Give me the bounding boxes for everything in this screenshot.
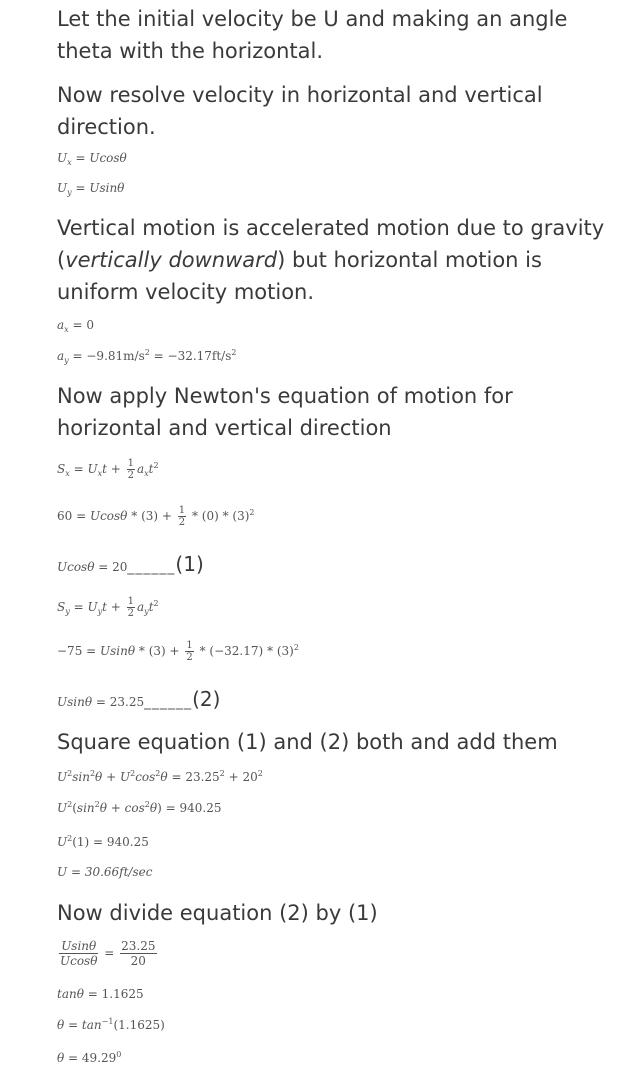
frac-den: 20 [120, 953, 156, 968]
eq-token: θ [160, 770, 168, 784]
eq-token: Ucosθ [57, 560, 95, 574]
eq-token: 49.29 [81, 1051, 117, 1065]
eq-token: a [57, 349, 65, 363]
eq-token: = [71, 151, 90, 165]
eq-token: −9.81m/s [86, 349, 145, 363]
eq-token: tan [57, 987, 77, 1001]
eq-token: a [136, 462, 145, 476]
eq-token: −75 [57, 644, 83, 658]
equation-square-3 [57, 834, 149, 849]
fraction-half [178, 505, 186, 528]
eq-token: = [71, 181, 90, 195]
frac-den: 2 [186, 652, 193, 663]
equation-divide-1 [57, 939, 159, 968]
eq-token: = [100, 946, 119, 960]
eq-token: + [102, 770, 120, 784]
equation-ux [57, 151, 127, 167]
equation-uy [57, 181, 124, 197]
eq-sup: 2 [130, 769, 136, 778]
eq-sup: 2 [144, 348, 150, 357]
eq-token: * [188, 509, 202, 523]
eq-token: θ [149, 801, 158, 815]
paragraph-emphasis: vertically downward [65, 248, 278, 272]
eq-token: U [57, 770, 68, 784]
eq-token: + [106, 462, 125, 476]
eq-dash: ______ [127, 559, 176, 575]
eq-token: U [87, 600, 98, 614]
fraction-numeric [120, 939, 156, 968]
eq-token: = [68, 349, 87, 363]
eq-token: = [64, 1018, 82, 1032]
eq-token: = −32.17ft/s [149, 349, 232, 363]
eq-token: + [106, 801, 125, 815]
eq-sup: 2 [89, 769, 96, 778]
eq-token: 30.66ft/sec [84, 865, 153, 879]
eq-token: + [224, 770, 243, 784]
eq-sup: 0 [116, 1050, 122, 1059]
eq-sup: 2 [67, 769, 73, 778]
equation-sy-numeric [57, 640, 299, 663]
eq-sup: 2 [219, 769, 225, 778]
eq-sup: 2 [144, 800, 150, 809]
eq-token: θ [95, 770, 103, 784]
eq-token: Ucosθ [89, 151, 127, 165]
eq-token: = [82, 644, 101, 658]
eq-token: cos [124, 801, 145, 815]
equation-ax [57, 318, 94, 334]
eq-token: U [57, 181, 68, 195]
eq-token: = [161, 801, 180, 815]
equation-sx-numeric [57, 505, 255, 528]
eq-token: + [106, 600, 125, 614]
equation-tag-2: (2) [192, 687, 221, 711]
eq-sub: x [97, 469, 103, 478]
eq-token: 60 [57, 509, 73, 523]
eq-sup: 2 [94, 800, 100, 809]
eq-token: Usinθ [57, 695, 93, 709]
eq-token: U [57, 801, 68, 815]
eq-sup: 2 [155, 769, 161, 778]
frac-num: 23.25 [121, 939, 156, 953]
eq-sub: y [65, 607, 70, 616]
eq-token: θ [57, 1051, 65, 1065]
frac-num: Usinθ [61, 939, 97, 953]
eq-sup: 2 [67, 800, 73, 809]
frac-den: 2 [178, 517, 186, 528]
eq-token: sin [76, 801, 95, 815]
eq-token: 23.25 [109, 695, 145, 709]
eq-sub: y [64, 356, 69, 365]
paragraph-vertical-motion [57, 212, 617, 308]
eq-token: (3) [141, 509, 159, 523]
eq-token: * [127, 509, 142, 523]
eq-token: Usinθ [100, 644, 136, 658]
eq-token: + [165, 644, 184, 658]
eq-token: t [148, 462, 154, 476]
eq-token: * [195, 644, 210, 658]
eq-token: t [102, 600, 107, 614]
eq-sub: y [97, 607, 103, 616]
equation-1 [57, 552, 204, 576]
eq-token: = [68, 318, 87, 332]
paragraph-divide: Now divide equation (2) by (1) [57, 901, 378, 925]
equation-divide-2 [57, 987, 144, 1001]
eq-token: θ [76, 987, 84, 1001]
equation-sy [57, 596, 159, 619]
eq-token: a [57, 318, 65, 332]
eq-sup: 2 [67, 834, 73, 843]
eq-token: * [218, 509, 233, 523]
paragraph-resolve: Now resolve velocity in horizontal and vertical direction. [57, 83, 543, 139]
eq-token: ) [157, 801, 162, 815]
equation-square-2 [57, 800, 221, 815]
eq-token: 0 [86, 318, 94, 332]
equation-tag-1: (1) [175, 552, 204, 576]
fraction-half [127, 458, 135, 481]
eq-sub: y [144, 607, 149, 616]
eq-token: 20 [112, 560, 128, 574]
equation-divide-4 [57, 1050, 121, 1065]
eq-token: S [57, 462, 66, 476]
eq-sub: x [144, 469, 149, 478]
eq-token: 940.25 [106, 835, 149, 849]
equation-divide-3 [57, 1017, 165, 1032]
frac-num: 1 [186, 640, 193, 651]
eq-token: = [83, 987, 102, 1001]
paragraph-text: ) but horizontal motion is uniform velocity motion. [57, 248, 542, 304]
eq-token: = [69, 600, 88, 614]
eq-sub: x [67, 158, 72, 167]
eq-token: 1.1625 [101, 987, 144, 1001]
eq-token: = [94, 560, 113, 574]
eq-token: ( [72, 801, 77, 815]
frac-den: 2 [127, 470, 134, 481]
frac-num: 1 [178, 505, 186, 516]
eq-sup: 2 [293, 643, 299, 652]
eq-token: (1.1625) [113, 1018, 165, 1032]
frac-den: Ucosθ [60, 954, 98, 968]
eq-sup: −1 [101, 1017, 114, 1026]
eq-token: t [102, 462, 107, 476]
eq-token: sin [72, 770, 90, 784]
eq-token: Usinθ [89, 181, 125, 195]
eq-token: (3) [276, 644, 294, 658]
eq-token: * [263, 644, 277, 658]
equation-square-4 [57, 865, 152, 879]
eq-token: = [167, 770, 186, 784]
eq-token: (3) [148, 644, 166, 658]
eq-token: 20 [242, 770, 258, 784]
eq-token: = [64, 1051, 82, 1065]
fraction-half [185, 640, 193, 663]
eq-token: + [158, 509, 176, 523]
eq-token: = [89, 835, 107, 849]
eq-token: U [57, 835, 68, 849]
eq-sup: 2 [249, 508, 255, 517]
eq-token: = [92, 695, 110, 709]
eq-sub: y [67, 188, 72, 197]
eq-token: U [87, 462, 98, 476]
paragraph-intro: Let the initial velocity be U and making an angle theta with the horizontal. [57, 7, 568, 63]
paragraph-newton: Now apply Newton's equation of motion for horizontal and vertical direction [57, 384, 513, 440]
eq-token: (0) [201, 509, 219, 523]
eq-token: θ [99, 801, 107, 815]
eq-token: U [57, 865, 68, 879]
eq-token: t [148, 600, 154, 614]
eq-sup: 2 [153, 599, 159, 608]
eq-token: a [137, 600, 145, 614]
eq-sub: x [65, 469, 70, 478]
equation-sx [57, 458, 159, 481]
frac-den: 2 [127, 608, 134, 619]
eq-sup: 2 [231, 348, 237, 357]
eq-token: = [69, 462, 88, 476]
eq-token: 23.25 [185, 770, 220, 784]
fraction-half [127, 596, 135, 619]
paragraph-square: Square equation (1) and (2) both and add them [57, 730, 558, 754]
eq-sup: 2 [153, 461, 159, 470]
eq-token: Ucosθ [89, 509, 128, 523]
frac-num: 1 [127, 458, 134, 469]
eq-token: S [57, 600, 66, 614]
eq-token: = [72, 509, 90, 523]
eq-token: θ [57, 1018, 65, 1032]
eq-token: U [57, 151, 68, 165]
eq-token: tan [81, 1018, 102, 1032]
eq-sub: x [64, 325, 69, 334]
eq-token: * [135, 644, 149, 658]
frac-num: 1 [127, 596, 134, 607]
fraction-usin-ucos [59, 939, 98, 968]
eq-token: (−32.17) [209, 644, 264, 658]
eq-token: U [119, 770, 131, 784]
equation-square-1 [57, 769, 263, 784]
eq-token: 940.25 [179, 801, 222, 815]
equation-ay [57, 348, 236, 365]
equation-2 [57, 687, 220, 711]
eq-dash: ______ [144, 694, 193, 710]
eq-token: = [67, 865, 85, 879]
eq-token: (1) [72, 835, 90, 849]
eq-token: cos [135, 770, 156, 784]
eq-token: (3) [232, 509, 250, 523]
eq-sup: 2 [257, 769, 263, 778]
paragraph-text: Vertical motion is accelerated motion due to gravity ( [57, 216, 605, 272]
